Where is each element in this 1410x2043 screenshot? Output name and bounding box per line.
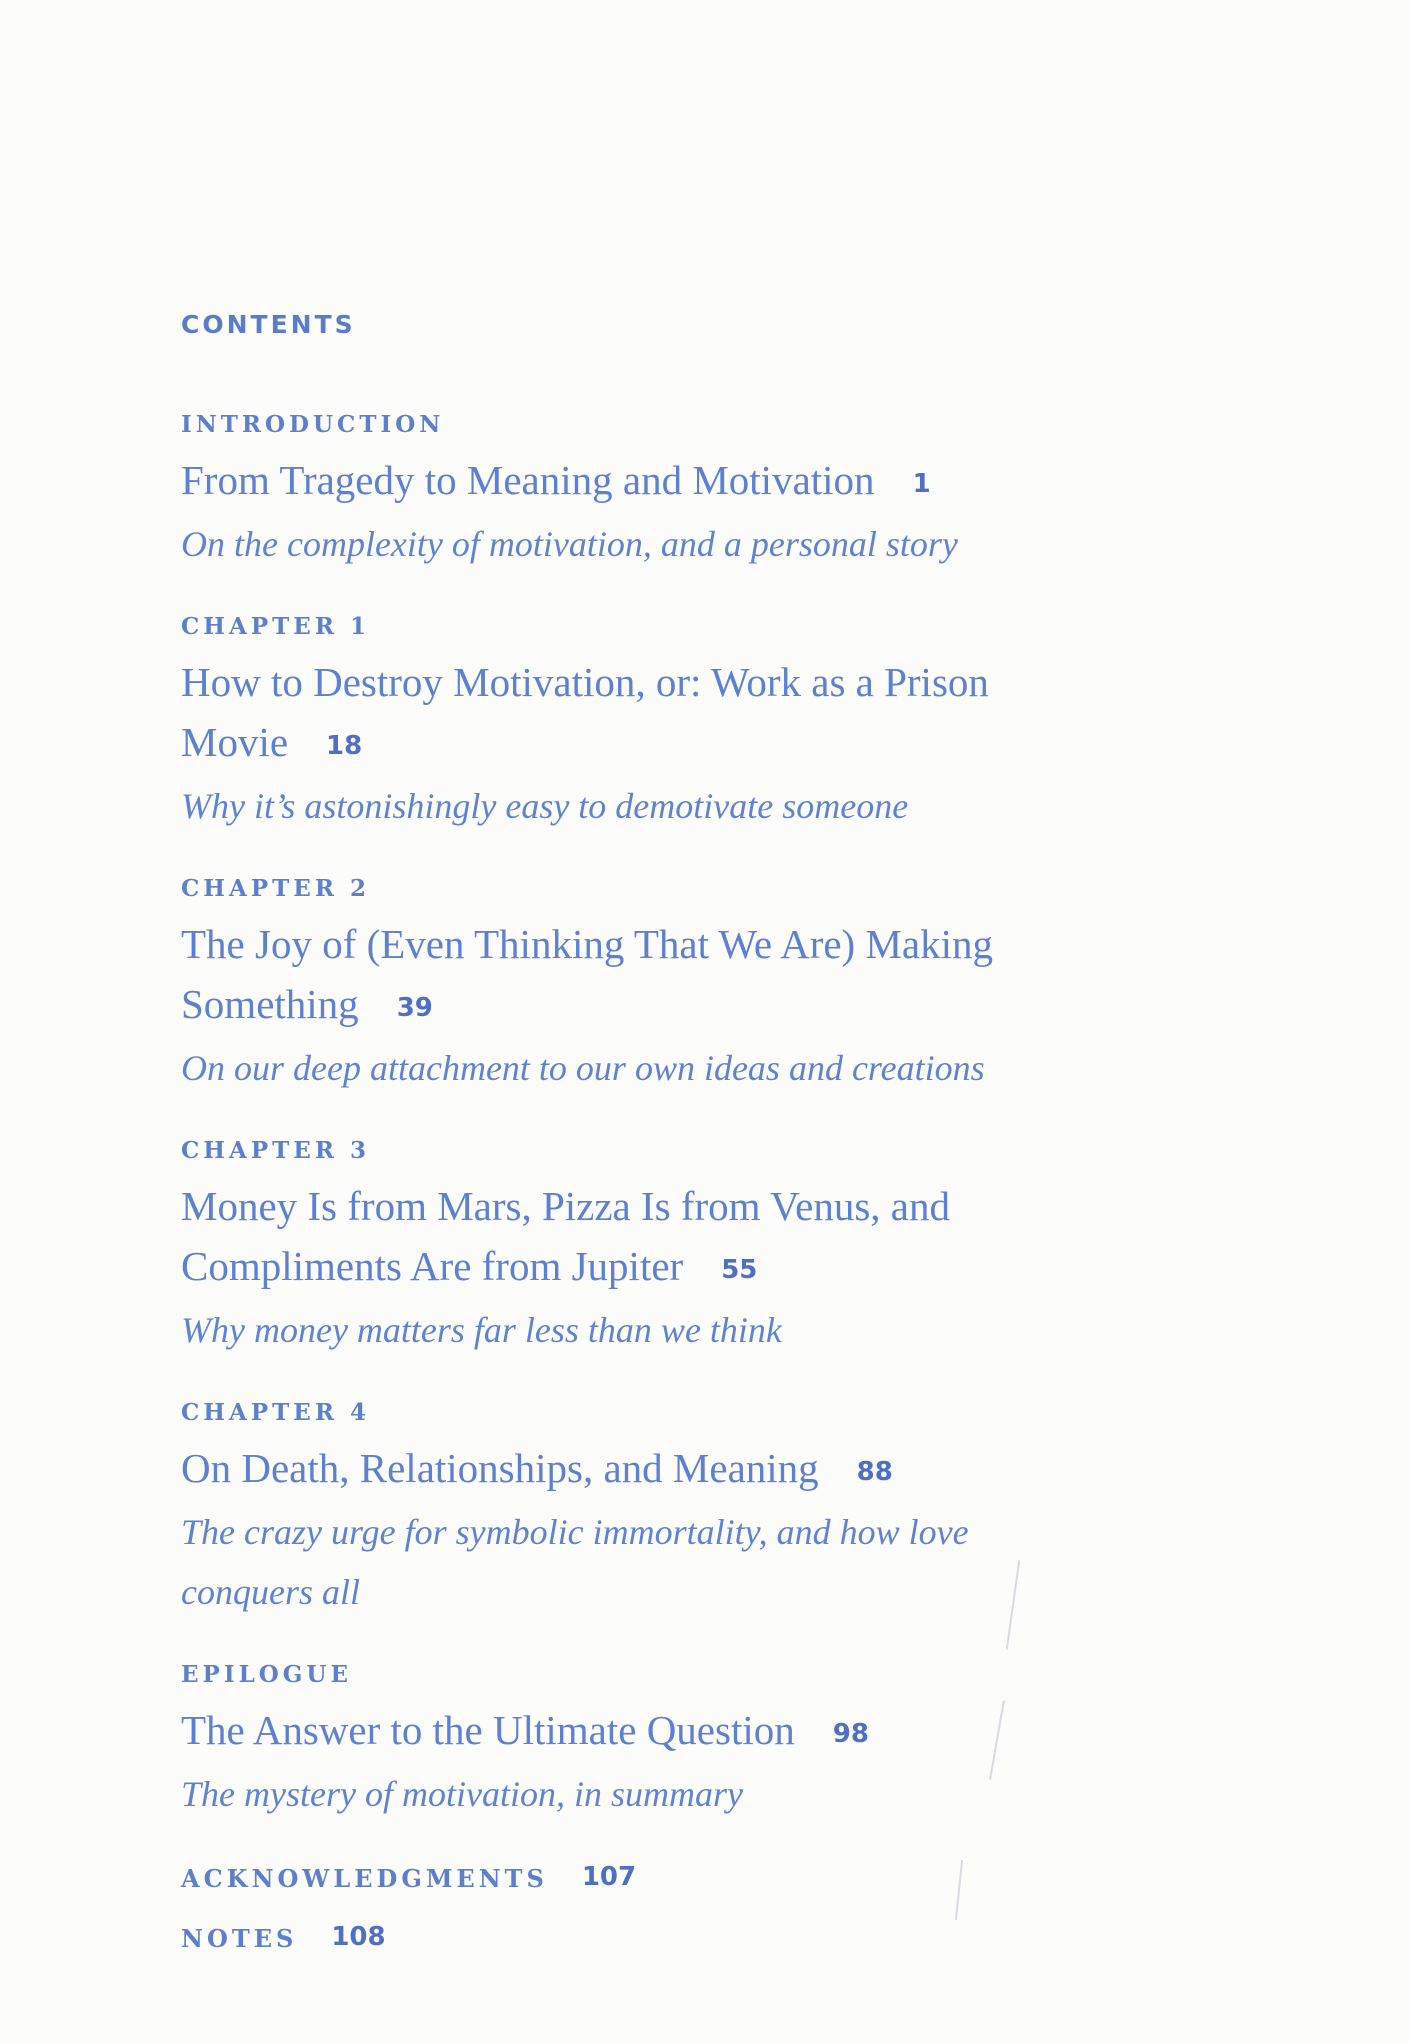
entry-label: CHAPTER 2 — [181, 875, 370, 902]
entry-label: CHAPTER 4 — [181, 1399, 370, 1426]
back-matter-page-number: 108 — [331, 1922, 386, 1952]
entry-page-number: 88 — [856, 1457, 893, 1487]
entry-page-number: 18 — [326, 731, 363, 761]
contents-heading: CONTENTS — [181, 310, 356, 339]
entry-label: CHAPTER 1 — [181, 613, 370, 640]
entry-title — [181, 1176, 1091, 1300]
entry-page-number: 1 — [912, 469, 931, 499]
back-matter-label: NOTES — [181, 1924, 298, 1953]
entry-title-text: The Joy of (Even Thinking That We Are) Making Something — [181, 921, 993, 1027]
entry-title — [181, 914, 1091, 1038]
toc-entry-chapter-3 — [181, 1136, 1181, 1360]
entry-label: INTRODUCTION — [181, 411, 445, 438]
table-of-contents — [181, 310, 1181, 1982]
entry-subtitle: Why money matters far less than we think — [181, 1310, 782, 1350]
toc-entry-introduction — [181, 410, 1181, 574]
entry-subtitle: The crazy urge for symbolic immortality, and how love conquers all — [181, 1512, 969, 1612]
entry-label: CHAPTER 3 — [181, 1137, 370, 1164]
toc-entry-notes — [181, 1922, 1181, 1954]
entry-subtitle: On the complexity of motivation, and a personal story — [181, 524, 958, 564]
entry-label: EPILOGUE — [181, 1661, 353, 1688]
entry-subtitle: The mystery of motivation, in summary — [181, 1774, 743, 1814]
entry-title-text: On Death, Relationships, and Meaning — [181, 1445, 819, 1491]
toc-entry-chapter-2 — [181, 874, 1181, 1098]
toc-entry-acknowledgments — [181, 1862, 1181, 1894]
entry-title — [181, 450, 1181, 514]
entry-page-number: 98 — [832, 1719, 869, 1749]
back-matter-page-number: 107 — [581, 1862, 637, 1892]
entry-title — [181, 1438, 1181, 1502]
entry-title-text: From Tragedy to Meaning and Motivation — [181, 457, 875, 503]
entry-subtitle: Why it’s astonishingly easy to demotivate someone — [181, 786, 909, 826]
toc-entry-chapter-4 — [181, 1398, 1181, 1622]
entry-page-number: 55 — [721, 1255, 758, 1285]
entry-title-text: The Answer to the Ultimate Question — [181, 1707, 795, 1753]
entry-title-text: Money Is from Mars, Pizza Is from Venus, and Compliments Are from Jupiter — [181, 1183, 950, 1289]
entry-subtitle: On our deep attachment to our own ideas and creations — [181, 1048, 985, 1088]
entry-page-number: 39 — [396, 993, 433, 1023]
entry-title — [181, 1700, 1181, 1764]
entry-title — [181, 652, 1091, 776]
back-matter-label: ACKNOWLEDGMENTS — [181, 1864, 548, 1893]
toc-entry-chapter-1 — [181, 612, 1181, 836]
entry-title-text: How to Destroy Motivation, or: Work as a Prison Movie — [181, 659, 989, 765]
toc-entry-epilogue — [181, 1660, 1181, 1824]
